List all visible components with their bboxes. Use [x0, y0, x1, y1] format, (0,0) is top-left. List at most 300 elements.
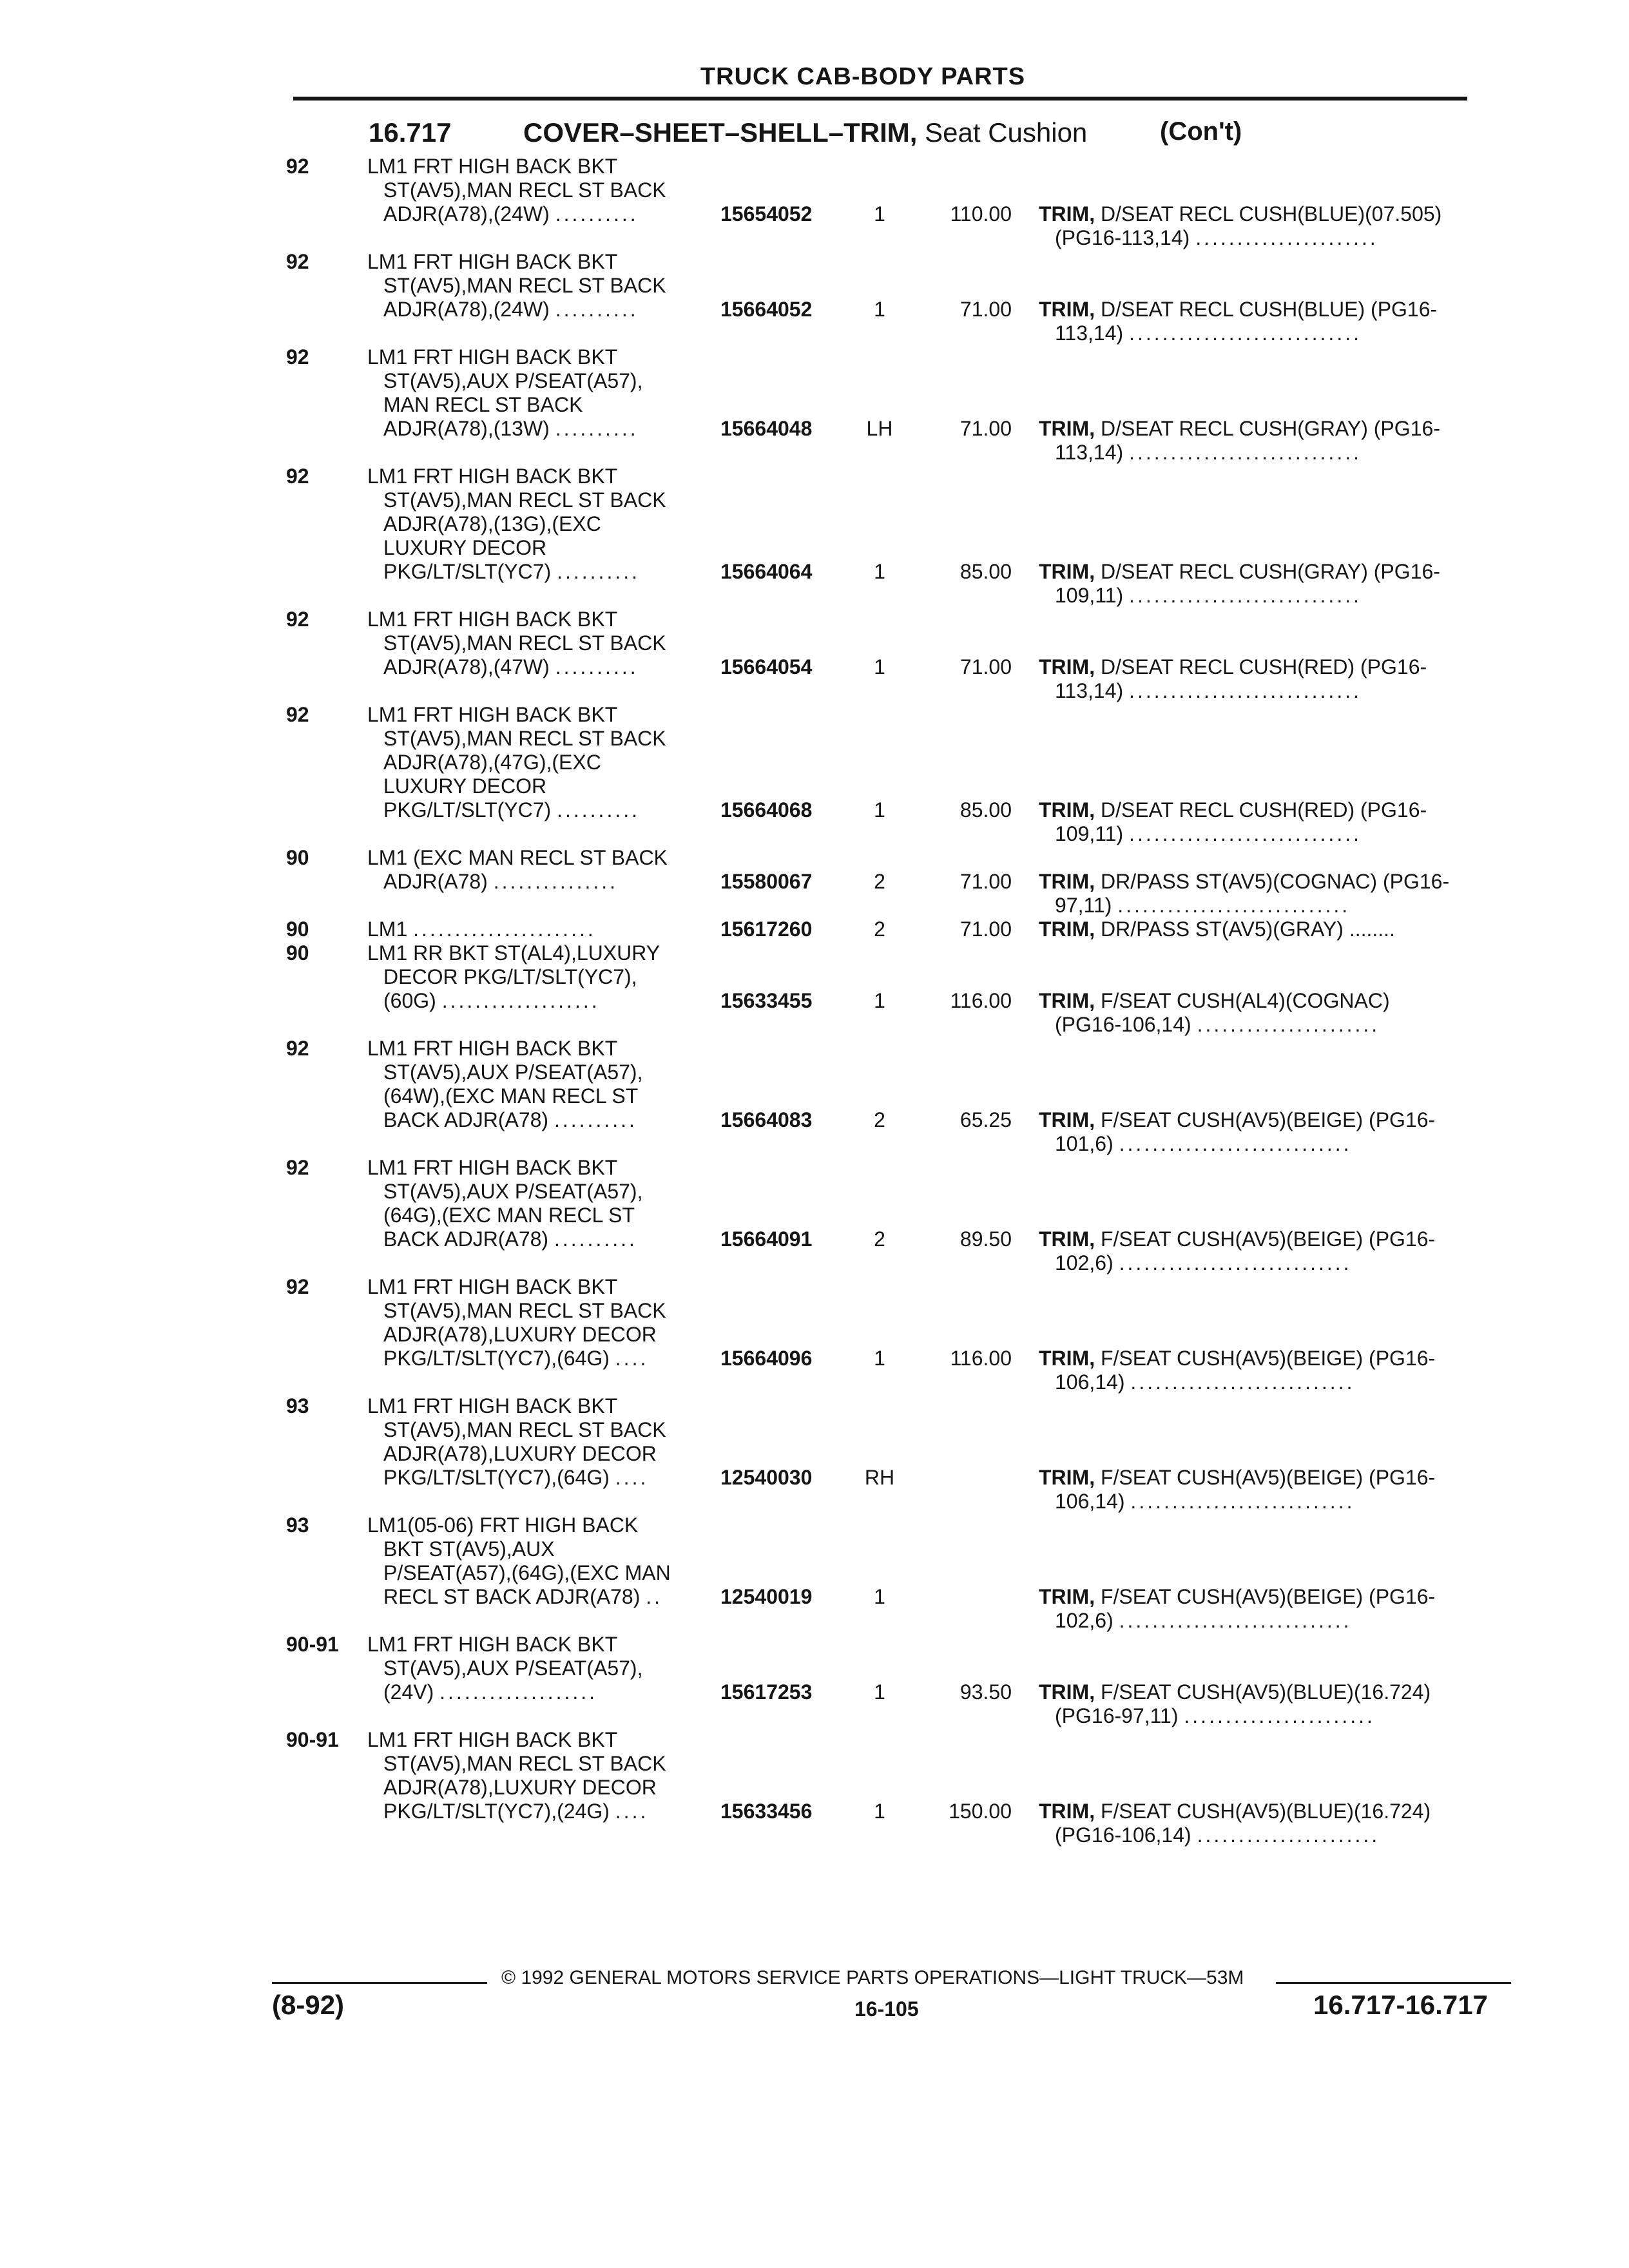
description-text: RECL ST BACK ADJR(A78) [383, 1585, 641, 1608]
leader-dots: ...................... [413, 918, 596, 941]
trim-line-2 [1039, 1013, 1503, 1037]
trim-text: D/SEAT RECL CUSH(GRAY) (PG16- [1100, 560, 1440, 583]
leader-dots: ............................ [1129, 441, 1362, 464]
trim-ref: (PG16-113,14) [1055, 226, 1190, 249]
description-line [367, 417, 728, 441]
description-text: ST(AV5),AUX P/SEAT(A57), [383, 369, 643, 392]
trim-text: F/SEAT CUSH(AV5)(BEIGE) (PG16- [1100, 1227, 1436, 1251]
trim-text: F/SEAT CUSH(AV5)(BLUE)(16.724) [1100, 1680, 1431, 1704]
description-text: (24V) [383, 1680, 434, 1704]
quantity: 1 [874, 1347, 885, 1370]
trim-line-1 [1039, 1680, 1503, 1704]
leader-dots: ............................ [1119, 1251, 1352, 1274]
description-line [367, 298, 728, 322]
trim-ref: 113,14) [1055, 679, 1124, 702]
description-text: BACK ADJR(A78) [383, 1108, 549, 1131]
entry-key: 93 [286, 1514, 309, 1537]
description-line [367, 250, 728, 274]
trim-label: TRIM, [1039, 1800, 1095, 1823]
page-header-title: TRUCK CAB-BODY PARTS [700, 63, 1026, 90]
trim-line-2 [1039, 584, 1503, 608]
quantity: 1 [874, 298, 885, 321]
quantity: LH [866, 417, 893, 440]
description-text: (64G),(EXC MAN RECL ST [383, 1204, 635, 1227]
trim-description [1039, 1227, 1503, 1275]
trim-text: D/SEAT RECL CUSH(BLUE)(07.505) [1100, 202, 1442, 226]
quantity: 1 [874, 1800, 885, 1823]
trim-ref: 109,11) [1055, 584, 1124, 607]
trim-line-1 [1039, 918, 1503, 941]
description-text: LM1 FRT HIGH BACK BKT [367, 155, 618, 178]
description-text: LM1 FRT HIGH BACK BKT [367, 1728, 618, 1751]
description-line [367, 751, 728, 774]
trim-label: TRIM, [1039, 989, 1095, 1012]
quantity: 1 [874, 655, 885, 678]
leader-dots: .......... [555, 202, 639, 226]
price: 71.00 [959, 870, 1012, 893]
section-subname: Seat Cushion [925, 117, 1088, 148]
trim-line-1 [1039, 560, 1503, 584]
trim-line-2 [1039, 679, 1503, 703]
description-text: ADJR(A78),(47W) [383, 655, 550, 678]
price: 89.50 [959, 1227, 1012, 1251]
footer-section-range: 16.717-16.717 [1313, 1990, 1488, 2020]
entry-description [367, 1514, 728, 1609]
description-text: ADJR(A78),(13G),(EXC [383, 512, 601, 535]
price: 71.00 [959, 918, 1012, 941]
trim-line-2 [1039, 894, 1503, 918]
trim-line-1 [1039, 1800, 1503, 1823]
entry-description [367, 250, 728, 322]
trim-ref: 109,11) [1055, 822, 1124, 845]
footer-copyright: © 1992 GENERAL MOTORS SERVICE PARTS OPERATIONS—LIGHT TRUCK—53M [501, 1967, 1244, 1988]
trim-line-2 [1039, 1823, 1503, 1847]
leader-dots: ............................ [1119, 1132, 1352, 1155]
price: 93.50 [959, 1680, 1012, 1704]
description-line [367, 774, 728, 798]
trim-text: DR/PASS ST(AV5)(COGNAC) (PG16- [1100, 870, 1450, 893]
entry-description [367, 1156, 728, 1251]
quantity: 1 [874, 989, 885, 1012]
description-text: LM1 (EXC MAN RECL ST BACK [367, 846, 668, 869]
description-line [367, 1299, 728, 1323]
description-line [367, 1108, 728, 1132]
leader-dots: ............................ [1117, 894, 1351, 917]
trim-line-2 [1039, 1704, 1503, 1728]
leader-dots: ....................... [1184, 1704, 1375, 1727]
leader-dots: ............................ [1119, 1609, 1352, 1632]
part-number: 15664054 [720, 655, 813, 678]
description-text: ADJR(A78),(24W) [383, 298, 550, 321]
description-text: ST(AV5),AUX P/SEAT(A57), [383, 1180, 643, 1203]
trim-line-2 [1039, 1609, 1503, 1633]
description-line [367, 1442, 728, 1466]
description-text: ADJR(A78),LUXURY DECOR [383, 1442, 657, 1465]
description-line [367, 1394, 728, 1418]
description-line [367, 274, 728, 298]
description-line [367, 1633, 728, 1657]
description-text: P/SEAT(A57),(64G),(EXC MAN [383, 1561, 671, 1584]
leader-dots: ...................... [1195, 226, 1378, 249]
description-text: ST(AV5),AUX P/SEAT(A57), [383, 1061, 643, 1084]
entry-description [367, 1275, 728, 1370]
trim-description [1039, 560, 1503, 608]
description-text: LM1 FRT HIGH BACK BKT [367, 1275, 618, 1298]
trim-description [1039, 202, 1503, 250]
section-title [523, 117, 1087, 148]
description-line [367, 1466, 728, 1490]
part-number: 15664091 [720, 1227, 813, 1251]
quantity: 1 [874, 560, 885, 583]
trim-line-2 [1039, 822, 1503, 846]
entry-key: 92 [286, 1037, 309, 1060]
description-text: BACK ADJR(A78) [383, 1227, 549, 1251]
trim-ref: 101,6) [1055, 1132, 1113, 1155]
trim-ref: 102,6) [1055, 1609, 1113, 1632]
price: 150.00 [949, 1800, 1012, 1823]
trim-line-1 [1039, 298, 1503, 322]
description-text: LM1 [367, 918, 408, 941]
trim-line-1 [1039, 1108, 1503, 1132]
description-line [367, 369, 728, 393]
description-text: MAN RECL ST BACK [383, 393, 583, 416]
leader-dots: ............................ [1129, 584, 1362, 607]
description-text: ADJR(A78) [383, 870, 488, 893]
description-line [367, 1585, 728, 1609]
trim-ref: 97,11) [1055, 894, 1112, 917]
leader-dots: .......... [555, 298, 639, 321]
trim-line-2 [1039, 226, 1503, 250]
section-continued: (Con't) [1160, 117, 1242, 146]
description-line [367, 1657, 728, 1680]
trim-description [1039, 870, 1503, 918]
entry-description [367, 345, 728, 441]
description-text: BKT ST(AV5),AUX [383, 1537, 555, 1561]
leader-dots: .......... [557, 798, 640, 822]
trim-description [1039, 918, 1503, 941]
description-text: ADJR(A78),(24W) [383, 202, 550, 226]
section-name: COVER–SHEET–SHELL–TRIM, [523, 117, 918, 148]
trim-text: DR/PASS ST(AV5)(GRAY) ........ [1100, 918, 1395, 941]
description-line [367, 608, 728, 631]
trim-label: TRIM, [1039, 918, 1095, 941]
description-line [367, 1800, 728, 1823]
entry-key: 90-91 [286, 1633, 339, 1656]
trim-text: F/SEAT CUSH(AV5)(BLUE)(16.724) [1100, 1800, 1431, 1823]
leader-dots: ............... [493, 870, 619, 893]
trim-label: TRIM, [1039, 1227, 1095, 1251]
trim-text: D/SEAT RECL CUSH(GRAY) (PG16- [1100, 417, 1440, 440]
description-text: LM1 FRT HIGH BACK BKT [367, 703, 618, 726]
description-line [367, 1752, 728, 1776]
entry-description [367, 941, 728, 1013]
entry-description [367, 846, 728, 894]
entry-key: 92 [286, 465, 309, 488]
leader-dots: .... [615, 1800, 649, 1823]
leader-dots: ........................... [1130, 1370, 1355, 1394]
description-line [367, 1776, 728, 1800]
trim-ref: 113,14) [1055, 441, 1124, 464]
trim-text: F/SEAT CUSH(AL4)(COGNAC) [1100, 989, 1390, 1012]
trim-ref: (PG16-106,14) [1055, 1823, 1191, 1847]
entry-key: 90 [286, 918, 309, 941]
price: 65.25 [959, 1108, 1012, 1131]
trim-line-2 [1039, 1251, 1503, 1275]
trim-label: TRIM, [1039, 1108, 1095, 1131]
description-line [367, 1561, 728, 1585]
part-number: 15617253 [720, 1680, 813, 1704]
trim-label: TRIM, [1039, 298, 1095, 321]
leader-dots: .......... [554, 1227, 637, 1251]
trim-line-2 [1039, 1490, 1503, 1514]
footer-page-number: 16-105 [854, 1997, 919, 2021]
price: 116.00 [950, 1347, 1012, 1370]
description-line [367, 655, 728, 679]
description-text: LM1 FRT HIGH BACK BKT [367, 465, 618, 488]
description-line [367, 1537, 728, 1561]
trim-ref: 113,14) [1055, 322, 1124, 345]
trim-text: F/SEAT CUSH(AV5)(BEIGE) (PG16- [1100, 1466, 1436, 1489]
description-line [367, 1728, 728, 1752]
entry-key: 92 [286, 250, 309, 273]
description-text: ADJR(A78),(47G),(EXC [383, 751, 601, 774]
footer-date-code: (8-92) [272, 1990, 345, 2020]
leader-dots: ............................ [1129, 822, 1362, 845]
quantity: 1 [874, 202, 885, 226]
description-line [367, 202, 728, 226]
trim-label: TRIM, [1039, 1347, 1095, 1370]
price: 110.00 [950, 202, 1012, 226]
description-line [367, 941, 728, 965]
header-rule [293, 97, 1467, 101]
description-line [367, 703, 728, 727]
leader-dots: ................... [439, 1680, 598, 1704]
entry-key: 92 [286, 155, 309, 178]
description-text: ST(AV5),AUX P/SEAT(A57), [383, 1657, 643, 1680]
trim-description [1039, 417, 1503, 465]
description-text: ST(AV5),MAN RECL ST BACK [383, 274, 666, 297]
entry-description [367, 608, 728, 679]
description-line [367, 465, 728, 488]
trim-line-2 [1039, 1132, 1503, 1156]
leader-dots: ........................... [1130, 1490, 1355, 1513]
trim-label: TRIM, [1039, 1585, 1095, 1608]
trim-text: F/SEAT CUSH(AV5)(BEIGE) (PG16- [1100, 1108, 1436, 1131]
leader-dots: .......... [554, 1108, 637, 1131]
part-number: 15664048 [720, 417, 813, 440]
entry-key: 92 [286, 703, 309, 726]
description-line [367, 965, 728, 989]
description-text: ST(AV5),MAN RECL ST BACK [383, 1418, 666, 1441]
part-number: 15664052 [720, 298, 813, 321]
description-line [367, 1323, 728, 1347]
trim-ref: (PG16-97,11) [1055, 1704, 1179, 1727]
quantity: 2 [874, 870, 885, 893]
trim-description [1039, 1108, 1503, 1156]
trim-text: D/SEAT RECL CUSH(RED) (PG16- [1100, 798, 1427, 822]
entry-key: 92 [286, 1156, 309, 1179]
description-line [367, 1037, 728, 1061]
description-text: LM1 FRT HIGH BACK BKT [367, 1633, 618, 1656]
description-text: ADJR(A78),LUXURY DECOR [383, 1323, 657, 1346]
leader-dots: ................... [441, 989, 600, 1012]
description-text: ADJR(A78),(13W) [383, 417, 550, 440]
description-text: LM1 FRT HIGH BACK BKT [367, 250, 618, 273]
description-line [367, 1275, 728, 1299]
quantity: RH [864, 1466, 895, 1489]
description-line [367, 512, 728, 536]
trim-label: TRIM, [1039, 1680, 1095, 1704]
trim-description [1039, 1347, 1503, 1394]
entry-key: 90 [286, 941, 309, 965]
description-text: PKG/LT/SLT(YC7) [383, 560, 552, 583]
leader-dots: .......... [555, 417, 639, 440]
description-text: ADJR(A78),LUXURY DECOR [383, 1776, 657, 1799]
description-text: ST(AV5),MAN RECL ST BACK [383, 631, 666, 655]
trim-description [1039, 298, 1503, 345]
description-text: (60G) [383, 989, 436, 1012]
trim-ref: (PG16-106,14) [1055, 1013, 1191, 1036]
trim-description [1039, 1800, 1503, 1847]
description-text: ST(AV5),MAN RECL ST BACK [383, 1752, 666, 1775]
trim-text: D/SEAT RECL CUSH(RED) (PG16- [1100, 655, 1427, 678]
leader-dots: .......... [555, 655, 639, 678]
quantity: 1 [874, 798, 885, 822]
entry-description [367, 1633, 728, 1704]
part-number: 15654052 [720, 202, 813, 226]
description-line [367, 178, 728, 202]
trim-line-1 [1039, 655, 1503, 679]
entry-key: 92 [286, 1275, 309, 1298]
description-text: ST(AV5),MAN RECL ST BACK [383, 1299, 666, 1322]
trim-line-1 [1039, 870, 1503, 894]
price: 85.00 [959, 560, 1012, 583]
entry-description [367, 918, 728, 941]
trim-description [1039, 1466, 1503, 1514]
description-text: PKG/LT/SLT(YC7),(64G) [383, 1347, 610, 1370]
part-number: 15580067 [720, 870, 813, 893]
leader-dots: .. [646, 1585, 663, 1608]
price: 85.00 [959, 798, 1012, 822]
trim-line-1 [1039, 1585, 1503, 1609]
entry-key: 93 [286, 1394, 309, 1418]
description-text: LUXURY DECOR [383, 536, 547, 559]
trim-text: F/SEAT CUSH(AV5)(BEIGE) (PG16- [1100, 1347, 1436, 1370]
leader-dots: .... [615, 1466, 649, 1489]
leader-dots: ...................... [1197, 1013, 1380, 1036]
description-line [367, 1180, 728, 1204]
part-number: 15664068 [720, 798, 813, 822]
quantity: 2 [874, 918, 885, 941]
description-line [367, 560, 728, 584]
description-text: LM1 FRT HIGH BACK BKT [367, 608, 618, 631]
trim-label: TRIM, [1039, 655, 1095, 678]
part-number: 15664083 [720, 1108, 813, 1131]
quantity: 1 [874, 1680, 885, 1704]
entry-key: 90 [286, 846, 309, 869]
description-line [367, 1084, 728, 1108]
section-number: 16.717 [369, 117, 452, 148]
trim-ref: 106,14) [1055, 1370, 1125, 1394]
leader-dots: ............................ [1129, 322, 1362, 345]
price: 71.00 [959, 655, 1012, 678]
entry-description [367, 1394, 728, 1490]
description-text: ST(AV5),MAN RECL ST BACK [383, 488, 666, 512]
description-text: LM1(05-06) FRT HIGH BACK [367, 1514, 639, 1537]
leader-dots: ............................ [1129, 679, 1362, 702]
description-text: PKG/LT/SLT(YC7) [383, 798, 552, 822]
entry-description [367, 1037, 728, 1132]
description-line [367, 870, 728, 894]
part-number: 15664096 [720, 1347, 813, 1370]
description-line [367, 155, 728, 178]
trim-line-1 [1039, 1347, 1503, 1370]
trim-label: TRIM, [1039, 798, 1095, 822]
description-text: PKG/LT/SLT(YC7),(24G) [383, 1800, 610, 1823]
description-line [367, 1227, 728, 1251]
trim-label: TRIM, [1039, 870, 1095, 893]
trim-description [1039, 1680, 1503, 1728]
description-line [367, 536, 728, 560]
description-text: LM1 FRT HIGH BACK BKT [367, 345, 618, 369]
description-line [367, 1514, 728, 1537]
trim-label: TRIM, [1039, 417, 1095, 440]
entry-description [367, 1728, 728, 1823]
description-line [367, 488, 728, 512]
description-line [367, 846, 728, 870]
price: 116.00 [950, 989, 1012, 1012]
entry-key: 92 [286, 608, 309, 631]
leader-dots: .......... [557, 560, 640, 583]
description-text: LUXURY DECOR [383, 774, 547, 798]
trim-description [1039, 1585, 1503, 1633]
entry-description [367, 155, 728, 226]
trim-description [1039, 989, 1503, 1037]
description-line [367, 1156, 728, 1180]
description-line [367, 345, 728, 369]
trim-line-2 [1039, 1370, 1503, 1394]
entry-key: 90-91 [286, 1728, 339, 1751]
description-text: LM1 FRT HIGH BACK BKT [367, 1156, 618, 1179]
trim-description [1039, 798, 1503, 846]
description-line [367, 727, 728, 751]
description-text: ST(AV5),MAN RECL ST BACK [383, 727, 666, 750]
trim-ref: 102,6) [1055, 1251, 1113, 1274]
part-number: 15617260 [720, 918, 813, 941]
description-text: ST(AV5),MAN RECL ST BACK [383, 178, 666, 202]
trim-line-1 [1039, 989, 1503, 1013]
description-text: PKG/LT/SLT(YC7),(64G) [383, 1466, 610, 1489]
trim-line-1 [1039, 202, 1503, 226]
trim-label: TRIM, [1039, 202, 1095, 226]
trim-description [1039, 655, 1503, 703]
trim-text: F/SEAT CUSH(AV5)(BEIGE) (PG16- [1100, 1585, 1436, 1608]
entry-key: 92 [286, 345, 309, 369]
part-number: 15633456 [720, 1800, 813, 1823]
price: 71.00 [959, 417, 1012, 440]
entry-description [367, 465, 728, 584]
trim-line-1 [1039, 798, 1503, 822]
description-line [367, 918, 728, 941]
description-line [367, 989, 728, 1013]
description-text: LM1 RR BKT ST(AL4),LUXURY [367, 941, 660, 965]
part-number: 12540030 [720, 1466, 813, 1489]
trim-line-2 [1039, 441, 1503, 465]
price: 71.00 [959, 298, 1012, 321]
part-number: 12540019 [720, 1585, 813, 1608]
quantity: 2 [874, 1108, 885, 1131]
description-line [367, 1418, 728, 1442]
